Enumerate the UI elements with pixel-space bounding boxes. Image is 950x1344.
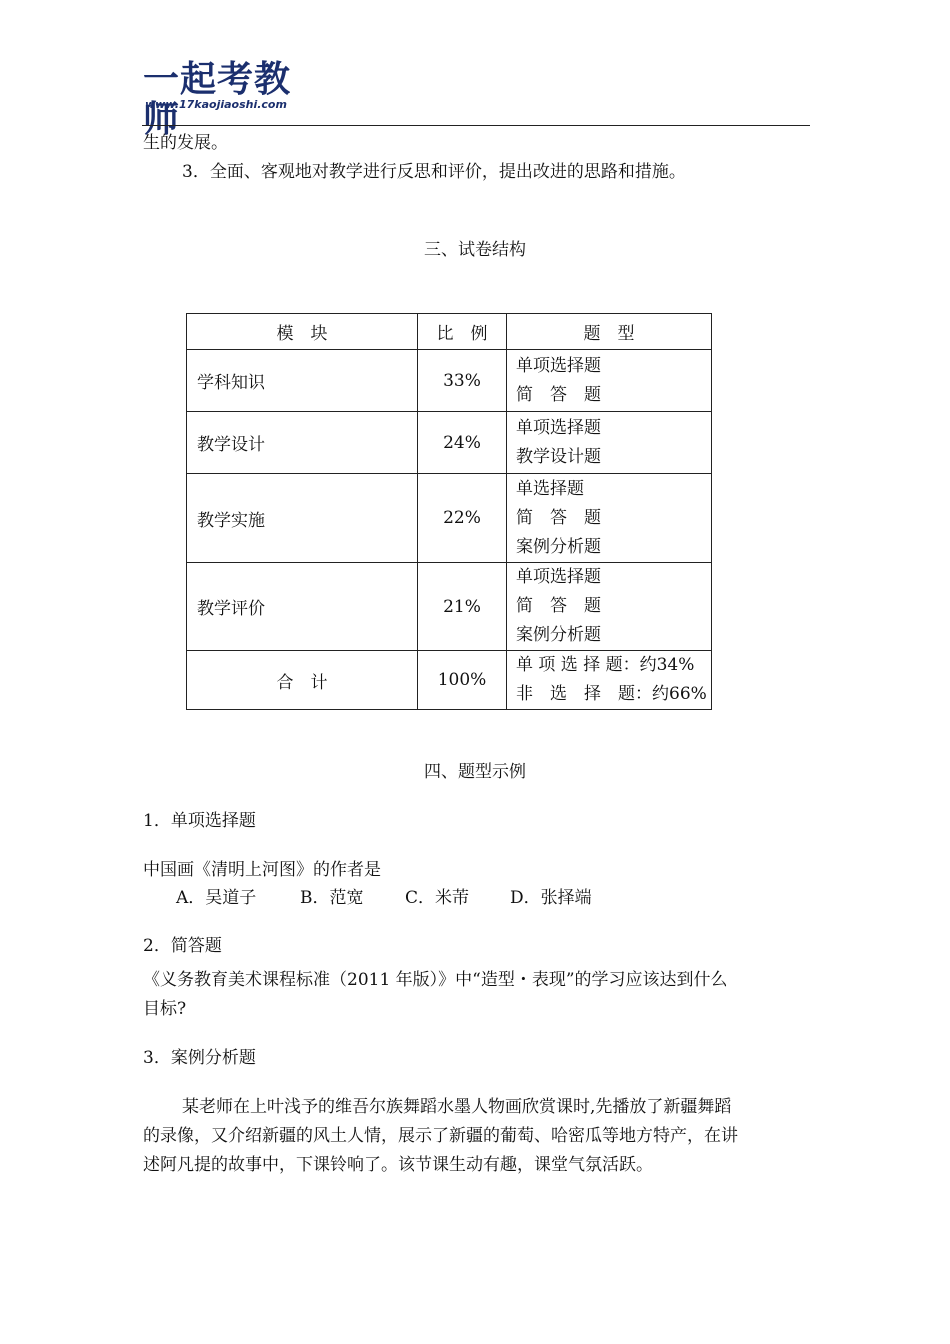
q2-line-1: 《义务教育美术课程标准（2011 年版）》中“造型・表现”的学习应该达到什么 — [143, 970, 728, 990]
type-item: 教学设计题 — [516, 446, 601, 467]
header-module: 模 块 — [187, 314, 418, 350]
exam-structure-table — [186, 313, 712, 710]
section-4-title: 四、题型示例 — [424, 762, 526, 782]
type-item: 案例分析题 — [516, 625, 601, 645]
q2-heading: 2．简答题 — [143, 936, 222, 956]
cell-ratio: 22% — [418, 474, 507, 563]
cell-module: 学科知识 — [187, 350, 418, 412]
cell-types — [507, 563, 712, 651]
q3-line-1: 某老师在上叶浅予的维吾尔族舞蹈水墨人物画欣赏课时,先播放了新疆舞蹈 — [182, 1097, 732, 1117]
type-item: 单项选择题 — [516, 567, 601, 587]
header-type: 题 型 — [507, 314, 712, 350]
cell-types — [507, 350, 712, 412]
cell-total-ratio: 100% — [418, 651, 507, 710]
type-item: 简 答 题 — [516, 507, 601, 528]
q2-line-2: 目标? — [143, 999, 187, 1019]
table-header-row — [187, 314, 712, 350]
q1-option-b: B．范宽 — [300, 888, 364, 908]
q1-option-d: D．张择端 — [510, 888, 592, 908]
type-item: 案例分析题 — [516, 536, 601, 557]
q3-line-2: 的录像，又介绍新疆的风土人情，展示了新疆的葡萄、哈密瓜等地方特产，在讲 — [143, 1126, 738, 1146]
table-row — [187, 412, 712, 474]
section-3-title: 三、试卷结构 — [424, 240, 526, 260]
table-row — [187, 563, 712, 651]
logo-text: 一起考教师 — [143, 59, 292, 140]
cell-types — [507, 412, 712, 474]
table-total-row — [187, 651, 712, 710]
type-item: 单项选择题 — [516, 417, 601, 438]
type-item: 简 答 题 — [516, 384, 601, 405]
header-ratio: 比 例 — [418, 314, 507, 350]
intro-line-1: 生的发展。 — [143, 133, 228, 153]
cell-module: 教学设计 — [187, 412, 418, 474]
cell-types — [507, 474, 712, 563]
cell-ratio: 24% — [418, 412, 507, 474]
table-row — [187, 474, 712, 563]
type-item: 单选择题 — [516, 478, 584, 499]
type-item: 简 答 题 — [516, 596, 601, 616]
q1-stem: 中国画《清明上河图》的作者是 — [143, 860, 381, 880]
q3-line-3: 述阿凡提的故事中，下课铃响了。该节课生动有趣，课堂气氛活跃。 — [143, 1155, 653, 1175]
q1-heading: 1．单项选择题 — [143, 811, 256, 831]
cell-module: 教学实施 — [187, 474, 418, 563]
type-item: 单项选择题 — [516, 355, 601, 376]
q1-option-c: C．米芾 — [405, 888, 470, 908]
table-row — [187, 350, 712, 412]
type-item: 非 选 择 题：约66% — [516, 684, 707, 704]
header-divider — [142, 125, 810, 126]
site-logo — [143, 59, 323, 140]
q3-heading: 3．案例分析题 — [143, 1048, 256, 1068]
cell-total-types — [507, 651, 712, 710]
cell-ratio: 33% — [418, 350, 507, 412]
logo-url: www.17kaojiaoshi.com — [145, 98, 287, 111]
intro-line-2: 3．全面、客观地对教学进行反思和评价，提出改进的思路和措施。 — [182, 162, 686, 182]
cell-module: 教学评价 — [187, 563, 418, 651]
type-item: 单 项 选 择 题：约34% — [516, 655, 695, 675]
q1-option-a: A．吴道子 — [176, 888, 257, 908]
cell-total-label: 合 计 — [187, 651, 418, 710]
cell-ratio: 21% — [418, 563, 507, 651]
